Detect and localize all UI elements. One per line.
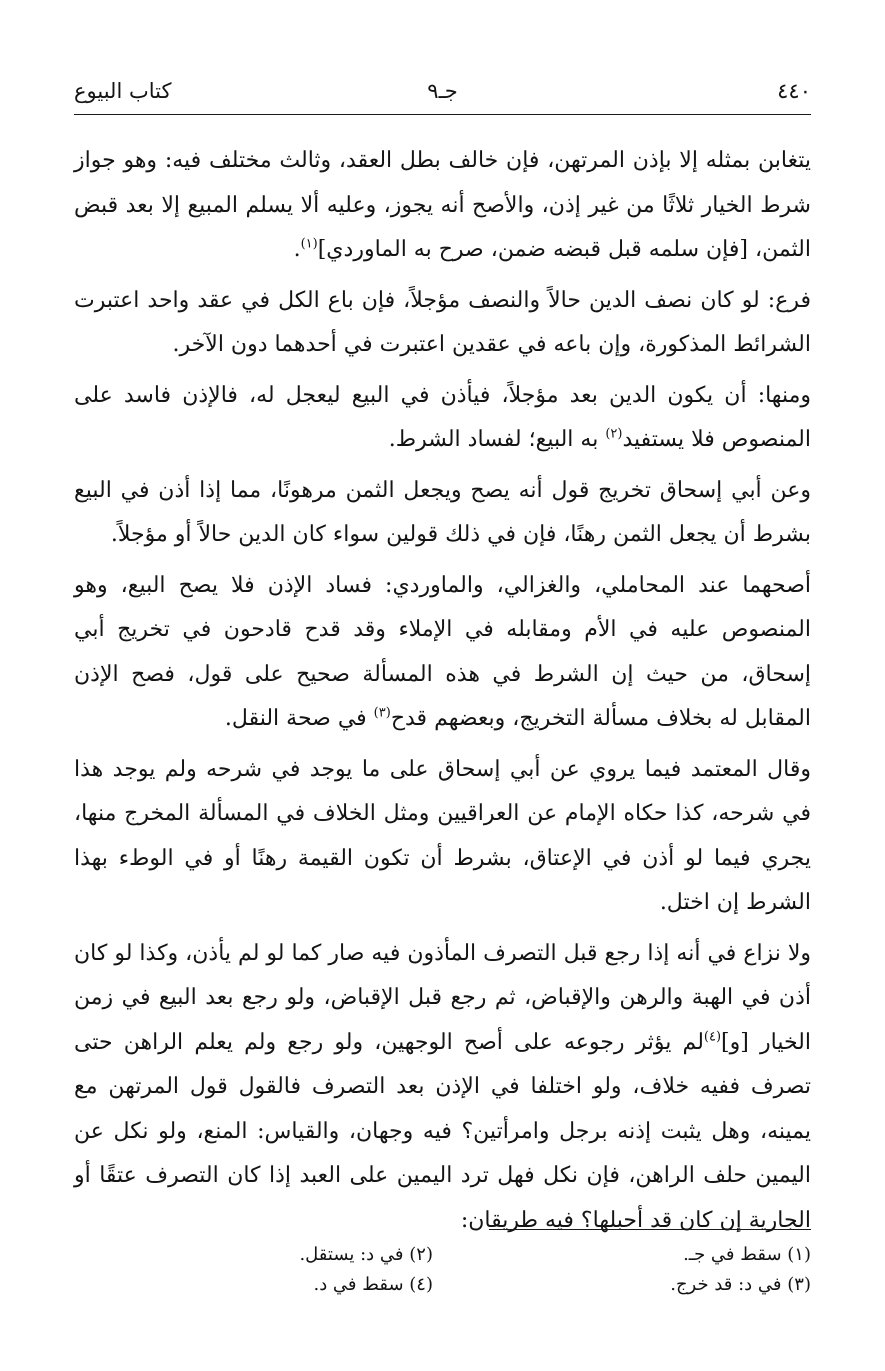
footnote-3: [670, 1270, 811, 1300]
page-header: [74, 74, 811, 108]
footnote-row: [74, 1270, 811, 1300]
paragraph-text: وعن أبي إسحاق تخريج قول أنه يصح ويجعل الثمن مرهونًا، مما إذا أذن في البيع بشرط أن يجعل الثمن رهنًا، فإن في ذلك قولين سواء كان الدين حالاً أو مؤجلاً.: [74, 477, 811, 547]
footnote-number: (٣): [787, 1274, 811, 1295]
footnote-2: [299, 1240, 433, 1270]
paragraph-text: في صحة النقل.: [224, 706, 374, 731]
footnote-number: (٢): [409, 1244, 433, 1265]
page-number: ٤٤٠: [777, 79, 811, 103]
paragraph: [74, 469, 811, 558]
paragraph: [74, 932, 811, 1244]
footnote-text: سقط في د.: [313, 1274, 404, 1295]
paragraph-text: ولا نزاع في أنه إذا رجع قبل التصرف المأذون فيه صار كما لو لم يأذن، وكذا لو كان أذن في الهبة والرهن والإقباض، ثم رجع قبل الإقباض، ولو رجع بعد البيع في زمن الخيار [و]: [74, 940, 811, 1055]
paragraph-text: يتغابن بمثله إلا بإذن المرتهن، فإن خالف بطل العقد، وثالث مختلف فيه: وهو جواز شرط الخيار ثلاثًا من غير إذن، والأصح أنه يجوز، وعليه ألا يسلم المبيع إلا بعد قبض الثمن، [فإن سلمه قبل قبضه ضمن، صرح به الماوردي]: [74, 148, 811, 262]
footnotes: [74, 1240, 811, 1300]
volume-label: جـ٩: [427, 79, 458, 103]
book-title: كتاب البيوع: [74, 79, 172, 103]
footnote-text: في د: قد خرج.: [670, 1274, 782, 1295]
paragraph: [74, 279, 811, 368]
footnote-row: [74, 1240, 811, 1270]
paragraph: [74, 374, 811, 463]
paragraph-text: به البيع؛ لفساد الشرط.: [388, 427, 606, 452]
footnote-number: (٤): [409, 1274, 433, 1295]
footnote-ref: (٤): [703, 1029, 722, 1045]
footnote-number: (١): [787, 1244, 811, 1265]
footnote-text: سقط في جـ.: [683, 1244, 782, 1265]
paragraph-text: ومنها: أن يكون الدين بعد مؤجلاً، فيأذن في البيع ليعجل له، فالإذن فاسد على المنصوص فلا يستفيد: [74, 382, 811, 452]
paragraph: [74, 564, 811, 742]
header-divider: [74, 114, 811, 115]
paragraph: [74, 139, 811, 273]
footnote-text: في د: يستقل.: [299, 1244, 404, 1265]
paragraph-text: فرع: لو كان نصف الدين حالاً والنصف مؤجلاً، فإن باع الكل في عقد واحد اعتبرت الشرائط المذكورة، وإن باعه في عقدين اعتبرت في أحدهما دون الآخر.: [74, 287, 811, 357]
footnote-4: [313, 1270, 433, 1300]
paragraph-text: .: [293, 237, 301, 262]
footnote-1: [683, 1240, 811, 1270]
main-text: [74, 139, 811, 1249]
paragraph-text: أصحهما عند المحاملي، والغزالي، والماوردي: فساد الإذن فلا يصح البيع، وهو المنصوص عليه في الأم ومقابله في الإملاء وقد قدح قادحون في تخريج أبي إسحاق، من حيث إن الشرط في هذه المسألة صحيح على قول، فصح الإذن المقابل له بخلاف مسألة التخريج، وبعضهم قدح: [74, 572, 811, 731]
footnote-ref: (١): [300, 236, 318, 252]
paragraph-text: لم يؤثر رجوعه على أصح الوجهين، ولو رجع ولم يعلم الراهن حتى تصرف ففيه خلاف، ولو اختلفا في الإذن بعد التصرف فالقول قول المرتهن مع يمينه، وهل يثبت إذنه برجل وامرأتين؟ فيه وجهان، والقياس: المنع، ولو نكل عن اليمين حلف الراهن، فإن نكل فهل ترد اليمين على العبد إذا كان التصرف عتقًا أو الجارية إن كان قد أحبلها؟ فيه طريقان:: [74, 1029, 811, 1233]
footnote-divider: [489, 1229, 811, 1230]
footnote-ref: (٢): [605, 426, 623, 442]
footnote-ref: (٣): [373, 705, 391, 721]
paragraph: [74, 748, 811, 926]
paragraph-text: وقال المعتمد فيما يروي عن أبي إسحاق على ما يوجد في شرحه ولم يوجد هذا في شرحه، كذا حكاه الإمام عن العراقيين ومثل الخلاف في المسألة المخرج منها، يجري فيما لو أذن في الإعتاق، بشرط أن تكون القيمة رهنًا أو في الوطء بهذا الشرط إن اختل.: [74, 756, 811, 915]
